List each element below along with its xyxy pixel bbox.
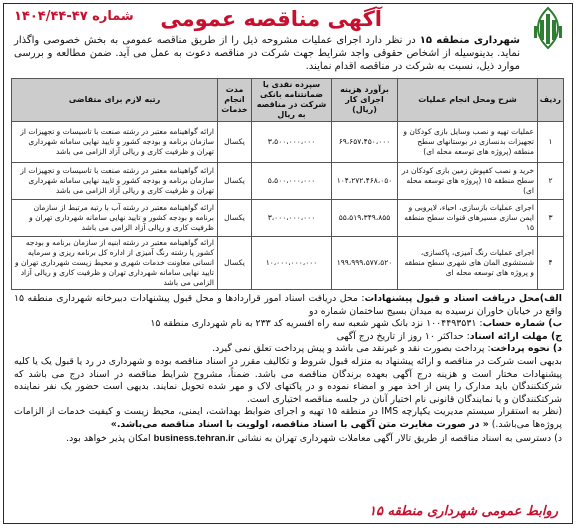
cell-row-number: ۴ [538,237,564,290]
intro-text: در نظر دارد اجرای عملیات مشروحه ذیل را از طریق مناقصه عمومی به بخش خصوصی واگذار نماید. بدینوسیله از اشخاص حقوقی واجد شرایط جهت شرکت در مناقصه دعوت به عمل می آید. ضمن مطالعه و بررسی موارد ذیل، نسبت به شرکت در مناقصه اقدام نمایند. [14,35,520,72]
cell-description: خرید و نصب کفپوش زمین بازی کودکان در سطح منطقه ۱۵ (پروژه های توسعه محله ای) [398,163,538,200]
access-text: د) دسترسی به اسناد مناقصه از طریق تالار آگهی معاملات شهرداری تهران به نشانی [234,432,562,444]
cell-description: عملیات تهیه و نصب وسایل بازی کودکان و تجهیزات بدنسازی در بوستانهای سطح منطقه (پروژه های توسعه محله ای) [398,122,538,163]
table-header-row [12,79,564,122]
header-deposit: سپرده نقدی یا ضمانتنامه بانکی شرکت در مناقصه به ریال [252,79,332,122]
ims-text: (نظر به استقرار سیستم مدیریت یکپارچه IMS در منطقه ۱۵ تهیه و اجرای ضوابط بهداشت، ایمنی، محیط زیست و کیفیت خدمات از الزامات پروژه‌ها می‌باشد.) [14,406,563,430]
cell-deposit: ۳،۵۰۰،۰۰۰،۰۰۰ [252,122,332,163]
cell-duration: یکسال [218,200,252,237]
cell-rank: ارائه گواهینامه معتبر در رشته ابنیه از سازمان برنامه و بودجه کشور یا رشته رنگ آمیزی از اداره کل برنامه ریزی و سرمایه انسانی معاونت خدمات شهری و محیط زیست شهرداری تهران و تایید نهایی سامانه شهرداری تهران و ظرفیت کاری و ریالی آزاد الزامی می باشد [12,237,218,290]
cell-deposit: ۵،۵۰۰،۰۰۰،۰۰۰ [252,163,332,200]
cell-row-number: ۱ [538,122,564,163]
signature: روابط عمومی شهرداری منطقه ۱۵ [369,504,558,519]
priority-note: « در صورت مغایرت متن آگهی با اسناد مناقصه، اولویت با اسناد مناقصه می‌باشد.» [110,418,489,430]
header-estimate: برآورد هزینه اجرای کار (ریال) [332,79,398,122]
notice-intro [4,34,572,74]
tender-table [11,78,564,290]
clause-b-text: : ۱۰۰۴۴۹۳۵۳۱ نزد بانک شهر شعبه سه راه افسریه کد ۲۳۳ به نام شهرداری منطقه ۱۵ [150,318,483,330]
clause-a [14,293,562,318]
clause-c-text: : حداکثر ۱۰ روز از تاریخ درج آگهی [336,330,470,342]
cell-estimate: ۵۵،۵۱۹،۳۴۹،۸۵۵ [332,200,398,237]
cell-estimate: ۱۰۴،۲۷۲،۴۶۸،۰۵۰ [332,163,398,200]
cell-description: اجرای عملیات بازسازی، احیاء، لایروبی و ایمن سازی مسیرهای قنوات سطح منطقه ۱۵ [398,200,538,237]
clause-b [14,318,562,331]
table-row [12,200,564,237]
table-row [12,237,564,290]
cell-row-number: ۳ [538,200,564,237]
notice-title: آگهی مناقصه عمومی [160,7,382,31]
header-rank: رتبه لازم برای متقاضی [12,79,218,122]
header-description: شرح ومحل انجام عملیات [398,79,538,122]
clause-d-label: د) نحوه پرداخت [490,343,562,355]
cell-row-number: ۲ [538,163,564,200]
cell-rank: ارائه گواهینامه معتبر در رشته آب با رتبه مرتبط از سازمان برنامه و بودجه کشور و تایید نهایی سامانه شهرداری تهران و ظرفیت کاری و ریالی آزاد الزامی می باشد [12,200,218,237]
clause-b-label: ب) شماره حساب [482,318,562,330]
paragraph-access [14,432,562,446]
access-text-end: امکان پذیر خواهد بود. [66,432,154,444]
intro-org: شهرداری منطقه ۱۵ [419,35,520,46]
tehran-municipality-logo-icon [528,6,568,50]
notice-body [4,290,572,445]
paragraph-ims [14,406,562,431]
paragraph-terms: بدیهی است شرکت در مناقصه و ارائه پیشنهاد به منزله قبول شروط و تکالیف مقرر در اسناد مناقصه بوده و شهرداری در رد یا قبول یک یا کلیه پیشنهادات مختار است و هزینه درج آگهی بعهده برندگان مناقصه می باشد. ضمناً، مشروح شرایط مناقصه در اسناد درج می باشد که شرکتکنندگان باید مدارک را پس از اخذ مهر و امضاء نموده و در پاکتهای لاک و مهر شده تحویل نمایند. بدیهی است حضور یک نفر نماینده شرکتکنندگان و یا نمایندگان قانونی نام اختیار آنان در جلسه مناقصه اختیاری است. [14,355,562,405]
cell-deposit: ۳،۰۰۰،۰۰۰،۰۰۰ [252,200,332,237]
cell-duration: یکسال [218,122,252,163]
cell-duration: یکسال [218,163,252,200]
header-duration: مدت انجام خدمات [218,79,252,122]
tender-notice [3,3,573,524]
cell-deposit: ۱۰،۰۰۰،۰۰۰،۰۰۰ [252,237,332,290]
clause-a-text: : محل دریافت اسناد امور قراردادها و محل قبول پیشنهادات دبیرخانه شهرداری منطقه ۱۵ واقع در خیابان خاوران نرسیده به میدان بسیج ساختمان شماره دو [14,293,562,317]
notice-number: شماره ۴۷-۱۴۰۴/۴۴ [14,9,134,24]
table-row [12,163,564,200]
cell-duration: یکسال [218,237,252,290]
cell-estimate: ۱۹۹،۹۹۹،۵۷۷،۵۲۰ [332,237,398,290]
cell-rank: ارائه گواهینامه معتبر در رشته صنعت با تاسیسات و تجهیزات از سازمان برنامه و بودجه کشور و تایید نهایی سامانه شهرداری تهران و ظرفیت کاری و ریالی آزاد الزامی می باشد [12,163,218,200]
table-row [12,122,564,163]
clause-c-label: ج) مهلت ارائه اسناد [469,330,562,342]
clause-c [14,331,562,344]
clause-d [14,343,562,356]
business-site-link[interactable]: business.tehran.ir [153,431,235,443]
clause-a-label: الف)محل دریافت اسناد و قبول پیشنهادات [364,293,562,304]
header-row-number: ردیف [538,79,564,122]
cell-rank: ارائه گواهینامه معتبر در رشته صنعت با تاسیسات و تجهیزات از سازمان برنامه و بودجه کشور و تایید نهایی سامانه شهرداری تهران و ظرفیت کاری و ریالی آزاد الزامی می باشد [12,122,218,163]
notice-header [4,4,572,34]
clause-d-text: : پرداخت بصورت نقد و غیرنقد می باشد و پیش پرداخت تعلق نمی گیرد. [212,343,491,355]
cell-estimate: ۶۹،۶۵۷،۴۵۰،۰۰۰ [332,122,398,163]
cell-description: اجرای عملیات رنگ آمیزی، پاکسازی، شستشوی المان های شهری سطح منطقه و پروژه های توسعه محله ای [398,237,538,290]
